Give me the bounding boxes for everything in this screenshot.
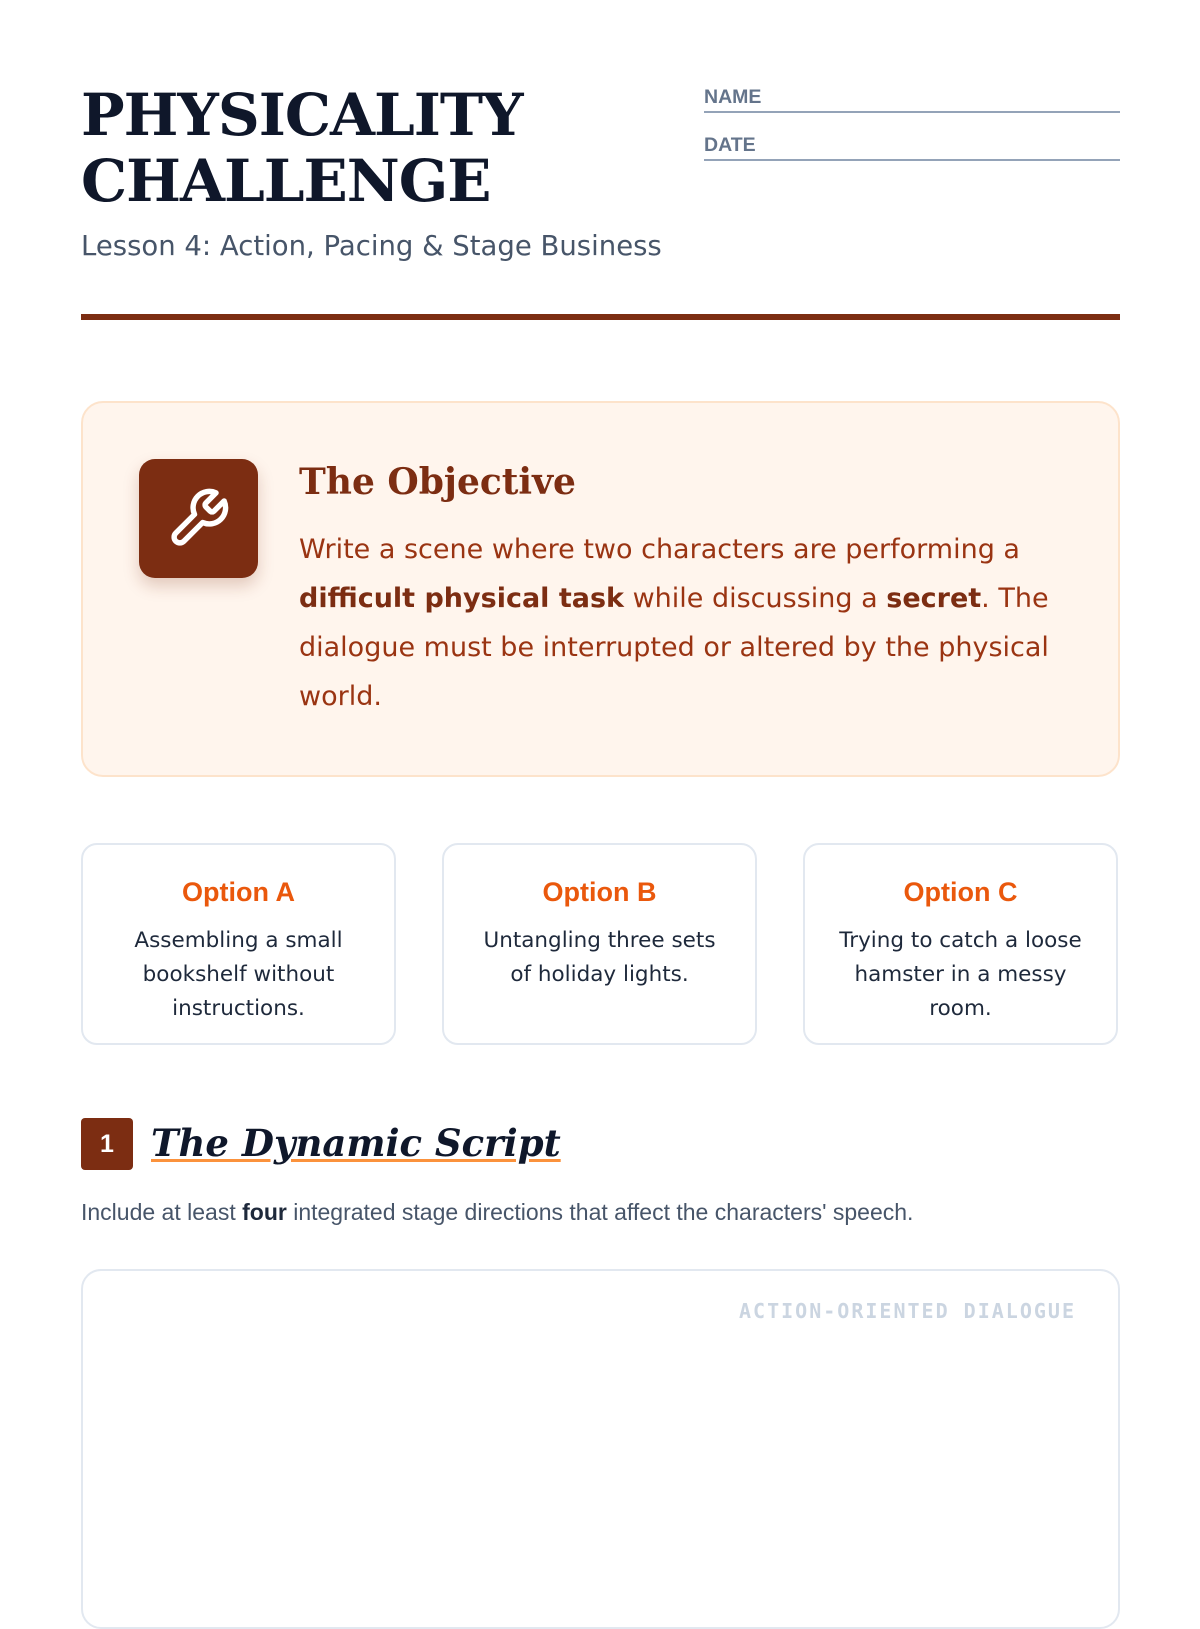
worksheet-page (81, 0, 1120, 1600)
objective-heading: The Objective (299, 461, 576, 503)
date-field[interactable] (704, 126, 1120, 161)
objective-bold-secret: secret (886, 583, 982, 614)
objective-bold-task: difficult physical task (299, 583, 624, 614)
instruction-part-2: integrated stage directions that affect the characters' speech. (286, 1199, 914, 1225)
option-card-a[interactable] (81, 843, 396, 1045)
option-description: Untangling three sets of holiday lights. (483, 928, 716, 987)
page-title (81, 82, 681, 214)
section-number-badge: 1 (81, 1118, 133, 1170)
objective-text-part-1: Write a scene where two characters are performing a (299, 534, 1020, 565)
option-title: Option B (542, 877, 657, 907)
objective-icon-box (139, 459, 258, 578)
section-instruction (81, 1199, 913, 1226)
wrench-icon (166, 486, 231, 551)
date-label: DATE (704, 134, 756, 156)
name-field[interactable] (704, 78, 1120, 113)
option-description: Trying to catch a loose hamster in a messy room. (839, 928, 1082, 1021)
name-label: NAME (704, 86, 762, 108)
instruction-bold: four (242, 1199, 287, 1225)
script-writing-area[interactable] (81, 1269, 1120, 1629)
objective-text-part-2: while discussing a (624, 583, 887, 614)
objective-text-part-3: . The dialogue must be interrupted or altered by the physical world. (299, 583, 1049, 712)
objective-panel (81, 401, 1120, 777)
option-description: Assembling a small bookshelf without instructions. (134, 928, 343, 1021)
option-title: Option A (182, 877, 295, 907)
option-card-c[interactable] (803, 843, 1118, 1045)
header-divider (81, 314, 1120, 320)
section-title: The Dynamic Script (151, 1121, 561, 1165)
script-area-label: ACTION-ORIENTED DIALOGUE (739, 1299, 1076, 1323)
option-card-b[interactable] (442, 843, 757, 1045)
instruction-part-1: Include at least (81, 1199, 243, 1225)
title-line-1: PHYSICALITY (81, 81, 523, 149)
option-title: Option C (903, 877, 1018, 907)
page-subtitle: Lesson 4: Action, Pacing & Stage Business (81, 230, 662, 262)
title-line-2: CHALLENGE (81, 147, 491, 215)
objective-text (299, 525, 1069, 721)
